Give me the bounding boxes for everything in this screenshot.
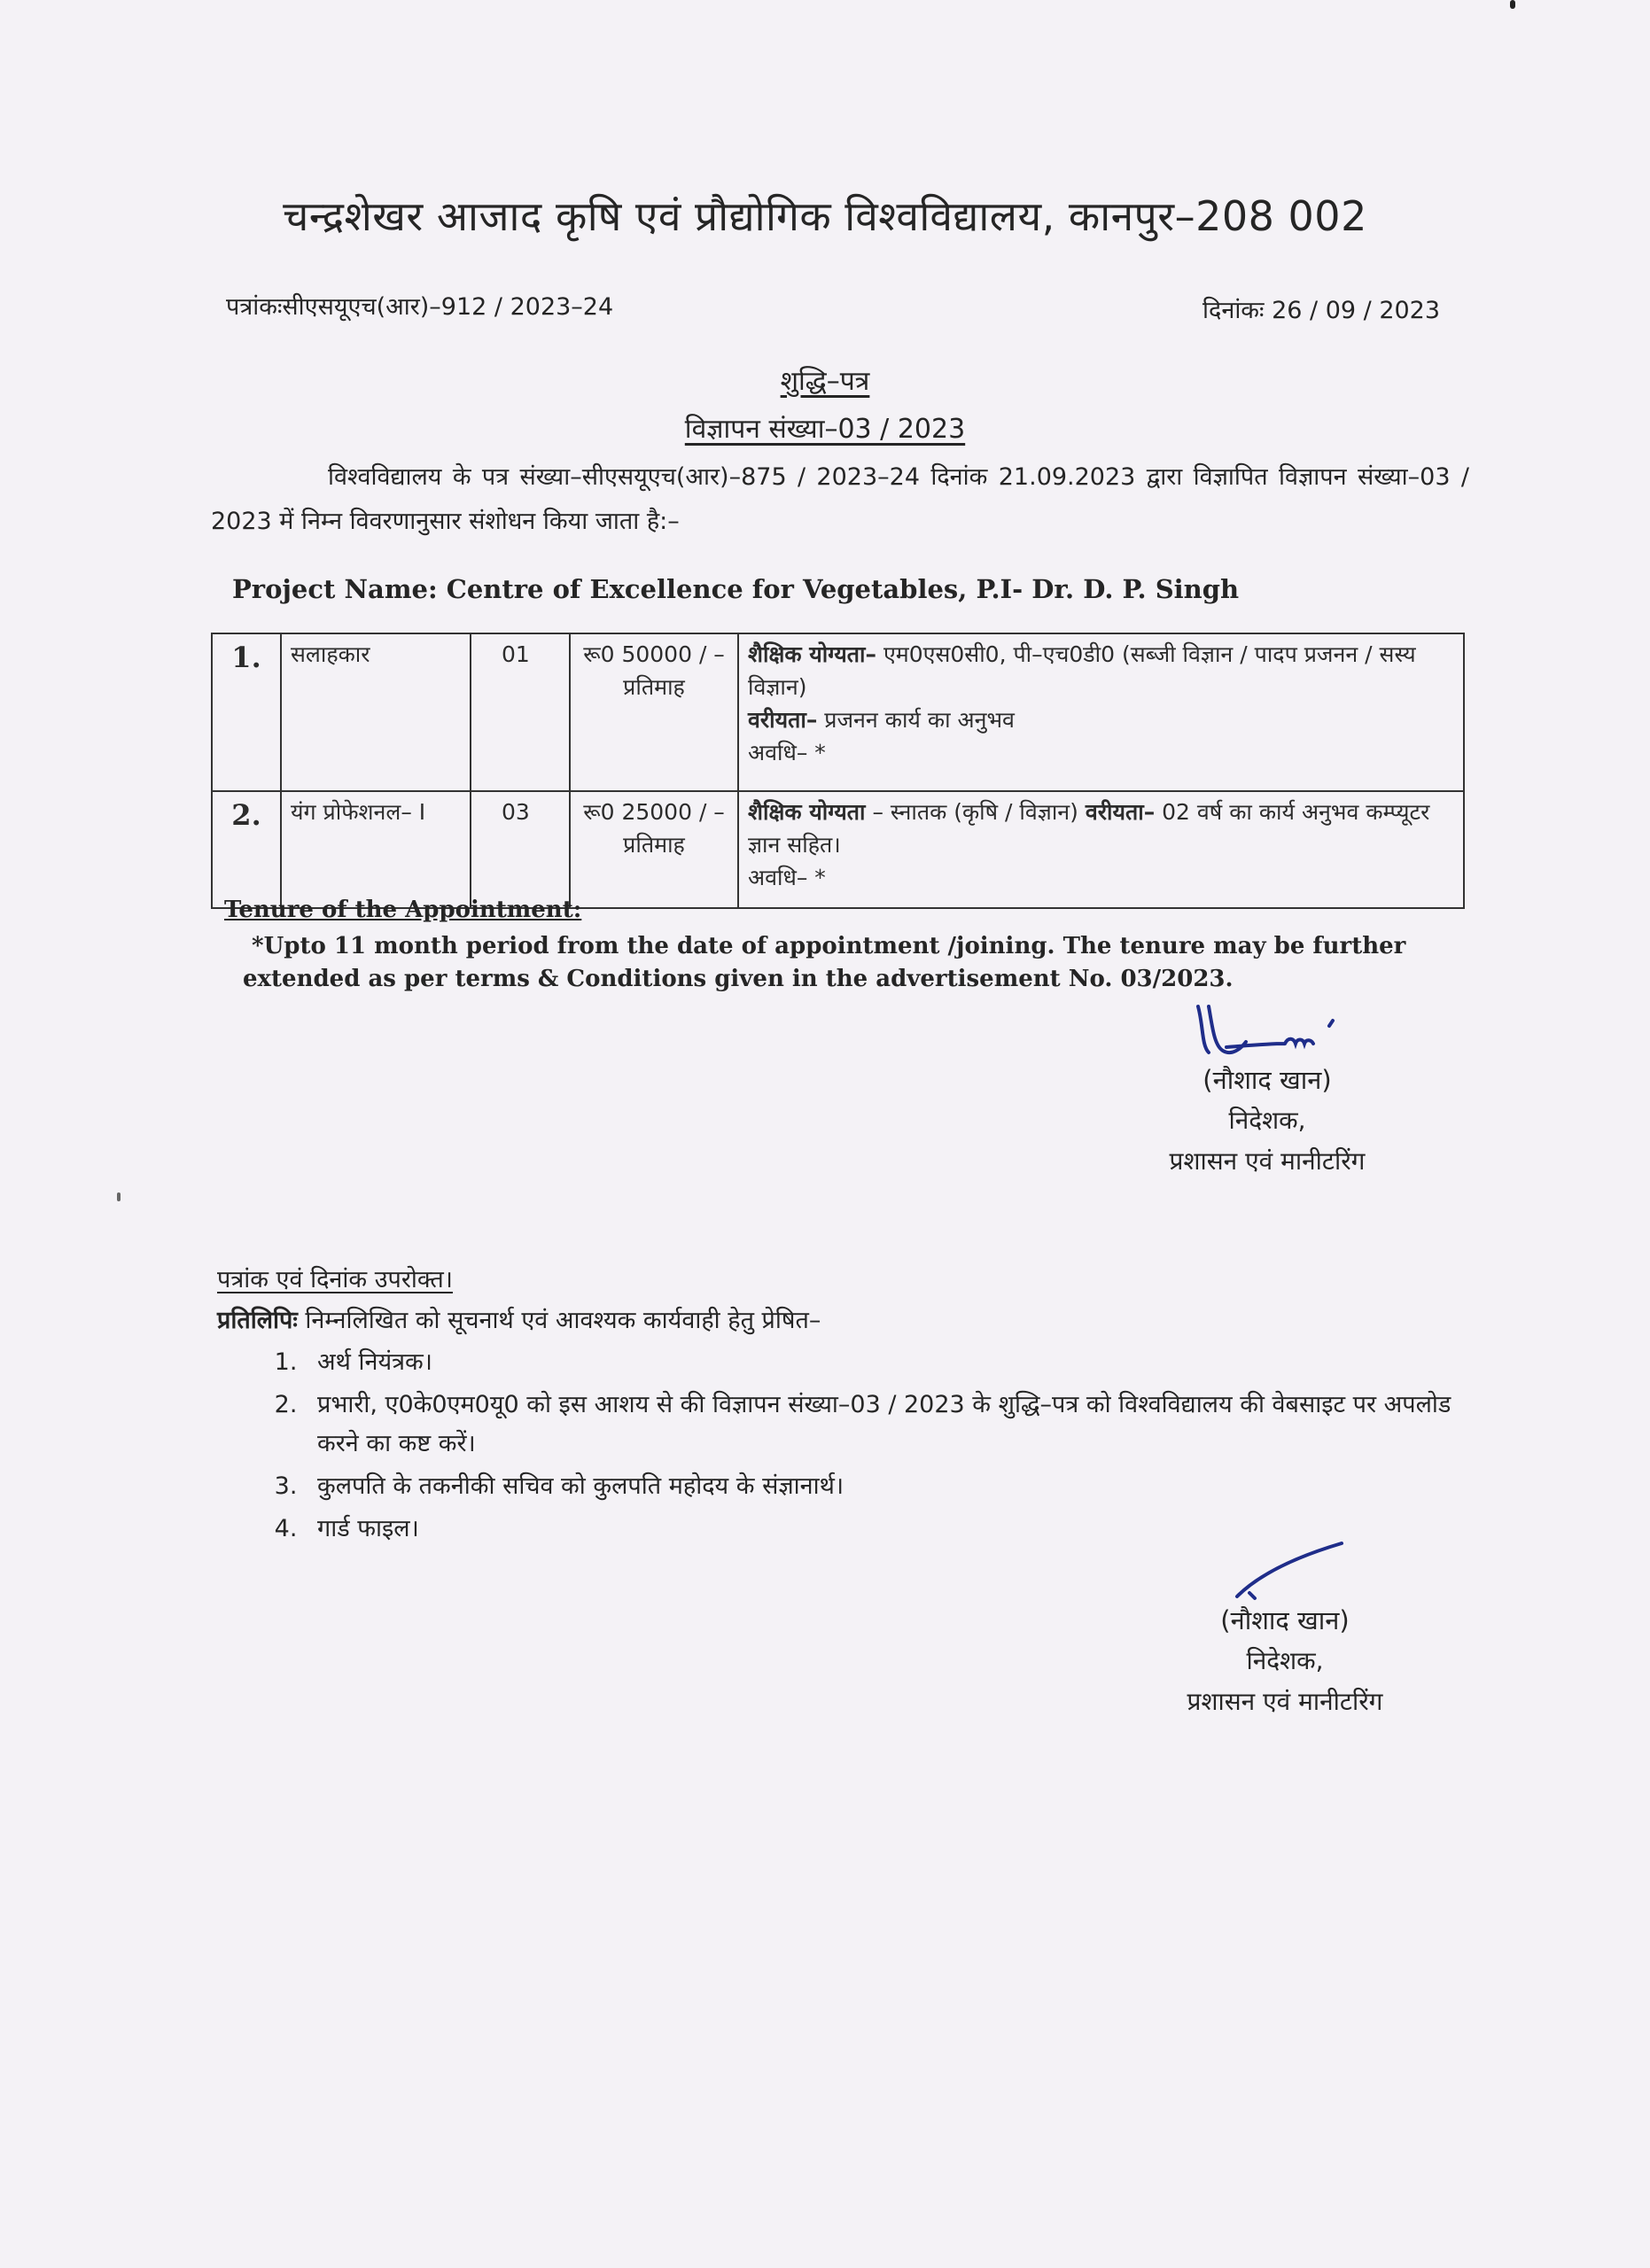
qualification-label: शैक्षिक योग्यता	[748, 799, 866, 825]
duration-text: *	[807, 865, 826, 890]
signatory-name: (नौशाद खान)	[1220, 1605, 1350, 1635]
post-title: यंग प्रोफेशनल– I	[281, 791, 471, 908]
post-number: 1.	[212, 633, 281, 791]
distribution-list	[266, 1343, 1483, 1552]
qualification-line	[748, 638, 1454, 703]
corrigendum-heading-text: शुद्धि–पत्र	[780, 366, 870, 397]
preference-text: 02 वर्ष का कार्य अनुभव कम्प्यूटर ज्ञान सहित।	[748, 799, 1430, 858]
post-pay	[570, 791, 738, 908]
qualification-text: – स्नातक (कृषि / विज्ञान)	[865, 799, 1086, 825]
scan-speck	[117, 1192, 121, 1201]
duration-line	[748, 861, 1454, 894]
list-item: 3. कुलपति के तकनीकी सचिव को कुलपति महोदय के संज्ञानार्थ।	[305, 1467, 1483, 1506]
post-count: 03	[471, 791, 570, 908]
post-pay	[570, 633, 738, 791]
qualification-text: एम0एस0सी0, पी–एच0डी0 (सब्जी विज्ञान / पादप प्रजनन / सस्य विज्ञान)	[748, 641, 1416, 700]
tenure-text: *Upto 11 month period from the date of appointment /joining. The tenure may be further extended as per terms & Conditions given in the advertisement No. 03/2023.	[243, 933, 1406, 992]
copy-to-label: प्रतिलिपिः	[217, 1307, 298, 1334]
advertisement-number-heading	[0, 409, 1650, 446]
posts-table	[211, 633, 1465, 909]
signatory-department: प्रशासन एवं मानीटरिंग	[1187, 1687, 1383, 1716]
post-count: 01	[471, 633, 570, 791]
copy-to-line	[217, 1302, 821, 1335]
signatory-block-top	[1099, 1060, 1436, 1182]
post-description	[738, 633, 1464, 791]
duration-label: अवधि–	[748, 865, 808, 890]
pay-amount: रू0 50000 / –	[583, 641, 725, 667]
duration-text: *	[807, 740, 826, 765]
duration-label: अवधि–	[748, 740, 808, 765]
table-row	[212, 633, 1464, 791]
letter-number: पत्रांकःसीएसयूएच(आर)–912 / 2023–24	[226, 293, 614, 321]
list-item: 2. प्रभारी, ए0के0एम0यू0 को इस आशय से की विज्ञापन संख्या–03 / 2023 के शुद्धि–पत्र को विश्वविद्यालय की वेबसाइट पर अपलोड करने का कष्ट करें।	[305, 1386, 1483, 1464]
copy-to-text: निम्नलिखित को सूचनार्थ एवं आवश्यक कार्यवाही हेतु प्रेषित–	[297, 1307, 821, 1334]
preference-label: वरीयता–	[1085, 799, 1156, 825]
advertisement-number-text: विज्ञापन संख्या–03 / 2023	[684, 414, 966, 445]
scan-speck	[1510, 0, 1515, 9]
intro-paragraph: विश्वविद्यालय के पत्र संख्या–सीएसयूएच(आर)–875 / 2023–24 दिनांक 21.09.2023 द्वारा विज्ञापित विज्ञापन संख्या–03 / 2023 में निम्न विवरणानुसार संशोधन किया जाता है:–	[211, 463, 1469, 535]
signatory-designation: निदेशक,	[1246, 1646, 1324, 1675]
preference-label: वरीयता–	[748, 707, 818, 733]
signatory-department: प्रशासन एवं मानीटरिंग	[1169, 1146, 1366, 1176]
reference-repeat-line: पत्रांक एवं दिनांक उपरोक्त।	[217, 1266, 453, 1293]
pay-amount: रू0 25000 / –	[583, 799, 725, 825]
table-row	[212, 791, 1464, 908]
signatory-name: (नौशाद खान)	[1202, 1065, 1332, 1095]
signatory-block-bottom	[1117, 1600, 1453, 1722]
list-item: 4. गार्ड फाइल।	[305, 1510, 1483, 1549]
pay-period: प्रतिमाह	[623, 832, 685, 858]
university-title: चन्द्रशेखर आजाद कृषि एवं प्रौद्योगिक विश्वविद्यालय, कानपुर–208 002	[283, 192, 1367, 240]
letter-date: दिनांकः 26 / 09 / 2023	[1202, 297, 1441, 324]
qualification-line	[748, 796, 1454, 861]
post-title: सलाहकार	[281, 633, 471, 791]
preference-line	[748, 703, 1454, 736]
pay-period: प्रतिमाह	[623, 674, 685, 700]
preference-text: प्रजनन कार्य का अनुभव	[817, 707, 1015, 733]
project-name: Project Name: Centre of Excellence for Vegetables, P.I- Dr. D. P. Singh	[232, 574, 1240, 604]
list-item: 1. अर्थ नियंत्रक।	[305, 1343, 1483, 1382]
duration-line	[748, 736, 1454, 769]
signature-scribble	[1232, 1540, 1356, 1602]
post-description	[738, 791, 1464, 908]
tenure-title: Tenure of the Appointment:	[224, 897, 582, 923]
post-number: 2.	[212, 791, 281, 908]
signatory-designation: निदेशक,	[1228, 1106, 1306, 1135]
qualification-label: शैक्षिक योग्यता–	[748, 641, 877, 667]
corrigendum-heading	[0, 361, 1650, 398]
